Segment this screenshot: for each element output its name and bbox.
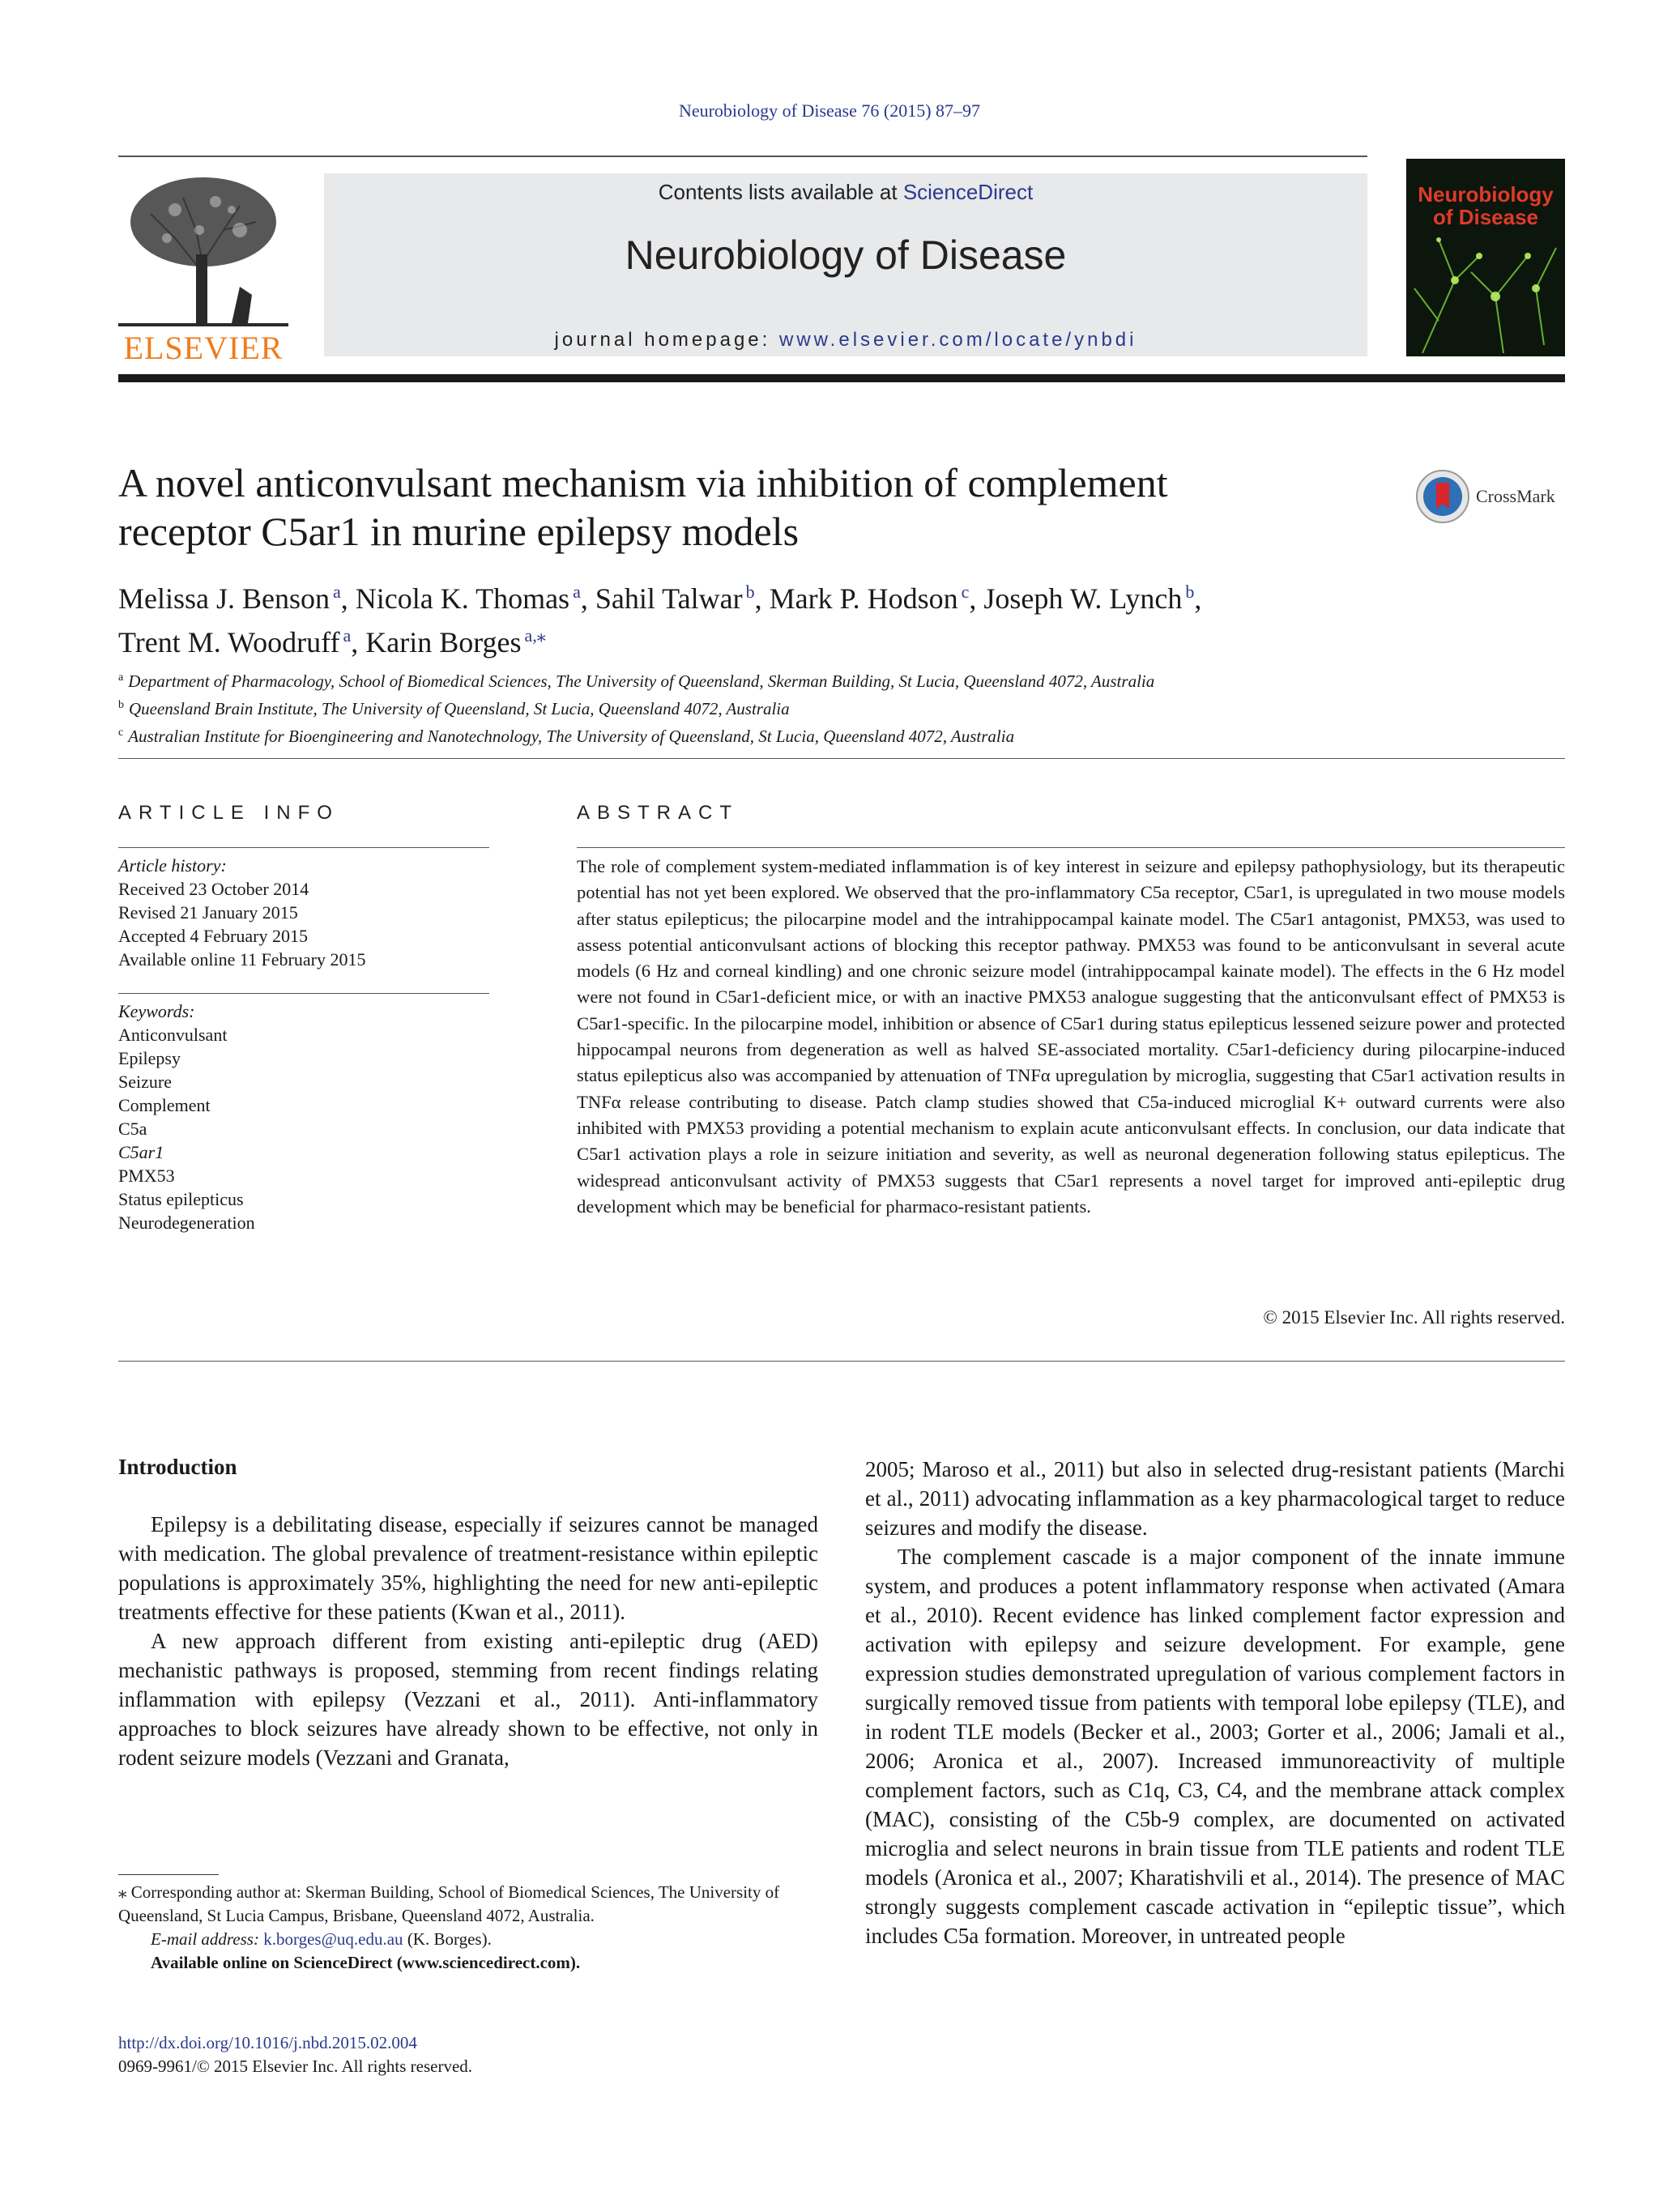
footnote bbox=[118, 1881, 818, 1975]
author-separator: , bbox=[754, 582, 770, 615]
author-name: Mark P. Hodson bbox=[769, 582, 958, 615]
keyword-item: Anticonvulsant bbox=[118, 1025, 228, 1045]
history-label: Article history: bbox=[118, 855, 227, 876]
abstract-rule bbox=[577, 847, 1565, 848]
author-name: Nicola K. Thomas bbox=[355, 582, 570, 615]
author-name: Karin Borges bbox=[365, 626, 522, 658]
homepage-line bbox=[324, 329, 1367, 352]
author-separator: , bbox=[1194, 582, 1202, 615]
email-line bbox=[118, 1928, 818, 1951]
keyword-item: Seizure bbox=[118, 1072, 172, 1092]
affiliation-text: Australian Institute for Bioengineering and Nanotechnology, The University of Queensland, St Lucia, Queensland 4072, Australia bbox=[128, 727, 1015, 746]
doi-link[interactable]: http://dx.doi.org/10.1016/j.nbd.2015.02.004 bbox=[118, 2033, 417, 2052]
affiliation-text: Department of Pharmacology, School of Biomedical Sciences, The University of Queensland, Skerman Building, St Lucia, Queensland 4072, Australia bbox=[128, 671, 1155, 691]
keywords-rule bbox=[118, 993, 489, 994]
author-name: Trent M. Woodruff bbox=[118, 626, 340, 658]
issn-line: 0969-9961/© 2015 Elsevier Inc. All rights reserved. bbox=[118, 2056, 473, 2076]
abstract-heading: ABSTRACT bbox=[577, 802, 740, 824]
homepage-link[interactable]: www.elsevier.com/locate/ynbdi bbox=[779, 329, 1137, 351]
contents-prefix: Contents lists available at bbox=[658, 180, 903, 204]
author-separator: , bbox=[580, 582, 595, 615]
author-affiliation-marker[interactable]: a bbox=[343, 625, 352, 646]
author-affiliation-marker[interactable]: a bbox=[573, 582, 581, 602]
affiliation-line bbox=[118, 721, 1495, 748]
keywords-label: Keywords: bbox=[118, 1001, 195, 1021]
intro-left-column bbox=[118, 1510, 818, 1772]
article-info-rule bbox=[118, 847, 489, 848]
abstract-text: The role of complement system-mediated inflammation is of key interest in seizure and epilepsy pathophysiology, but its therapeutic potential has not yet been explored. We observed that the pro-inflammatory C5a receptor, C5ar1, is upregulated in two mouse models after status epilepticus; the pilocarpine model and the intrahippocampal kainate model. The C5ar1 antagonist, PMX53, was used to assess potential anticonvulsant actions of blocking this receptor pathway. PMX53 was found to be anticonvulsant in several acute models (6 Hz and corneal kindling) and one chronic seizure model (intrahippocampal kainate model). The effects in the 6 Hz model were not found in C5ar1-deficient mice, or with an inactive PMX53 analogue suggesting that the anticonvulsant effect of PMX53 is C5ar1-specific. In the pilocarpine model, inhibition or absence of C5ar1 during status epilepticus lessened seizure power and protected hippocampal neurons from degeneration as well as halved SE-associated mortality. C5ar1-deficiency during pilocarpine-induced status epilepticus also was accompanied by attenuation of TNFα upregulation by microglia, suggesting that C5ar1 activation results in TNFα release contributing to disease. Patch clamp studies showed that C5a-induced microglial K+ outward currents were also inhibited with PMX53 providing a potential mechanism to explain acute anticonvulsant effects. In conclusion, our data indicate that C5ar1 activation plays a role in seizure initiation and severity, as well as neuronal degeneration following status epilepticus. The widespread anticonvulsant activity of PMX53 suggests that C5ar1 represents a novel target for improved anti-epileptic drug development which may be beneficial for pharmaco-resistant patients. bbox=[577, 856, 1565, 1217]
author-separator: , bbox=[969, 582, 984, 615]
intro-paragraph: 2005; Maroso et al., 2011) but also in selected drug-resistant patients (Marchi et al., 2011) advocating inflammation as a key pharmacological target to reduce seizures and modify the disease. bbox=[865, 1457, 1565, 1540]
homepage-prefix: journal homepage: bbox=[554, 329, 779, 351]
abstract-copyright: © 2015 Elsevier Inc. All rights reserved. bbox=[1263, 1307, 1565, 1328]
keyword-item: Epilepsy bbox=[118, 1048, 181, 1068]
doi-block bbox=[118, 2031, 472, 2078]
author-affiliation-marker[interactable]: a bbox=[333, 582, 341, 602]
email-link[interactable]: k.borges@uq.edu.au bbox=[263, 1929, 403, 1949]
crossmark-label[interactable]: CrossMark bbox=[1476, 486, 1555, 506]
author-affiliation-marker[interactable]: a,⁎ bbox=[524, 625, 546, 646]
keyword-item: Status epilepticus bbox=[118, 1189, 244, 1209]
keyword-item: Complement bbox=[118, 1095, 211, 1115]
author-affiliation-marker[interactable]: c bbox=[961, 582, 970, 602]
history-item: Received 23 October 2014 bbox=[118, 879, 309, 899]
affiliation-marker: b bbox=[118, 699, 124, 711]
affiliation-text: Queensland Brain Institute, The University of Queensland, St Lucia, Queensland 4072, Australia bbox=[129, 699, 790, 718]
author-affiliation-marker[interactable]: b bbox=[1185, 582, 1195, 602]
affiliation-line bbox=[118, 666, 1495, 693]
cover-title: Neurobiology of Disease bbox=[1418, 182, 1554, 229]
author-name: Sahil Talwar bbox=[595, 582, 743, 615]
abstract-bottom-rule bbox=[118, 1361, 1565, 1362]
history-list bbox=[118, 877, 489, 971]
intro-right-column bbox=[865, 1455, 1565, 1950]
affiliation-line bbox=[118, 693, 1495, 721]
history-item: Revised 21 January 2015 bbox=[118, 902, 298, 923]
corresponding-author-note: ⁎ Corresponding author at: Skerman Building, School of Biomedical Sciences, The University of Queensland, St Lucia Campus, Brisbane, Queensland 4072, Australia. bbox=[118, 1882, 780, 1925]
header-thick-rule bbox=[118, 374, 1565, 382]
affiliations bbox=[118, 666, 1495, 748]
affiliation-marker: a bbox=[118, 671, 124, 684]
available-online-note: Available online on ScienceDirect (www.sciencedirect.com). bbox=[151, 1953, 581, 1972]
author-separator: , bbox=[340, 582, 356, 615]
keyword-item: PMX53 bbox=[118, 1166, 175, 1186]
email-suffix: (K. Borges). bbox=[403, 1929, 492, 1949]
keyword-item: C5ar1 bbox=[118, 1142, 164, 1162]
intro-paragraph: Epilepsy is a debilitating disease, especially if seizures cannot be managed with medication. The global prevalence of treatment-resistance within epileptic populations is approximately 35%, highlighting the need for new anti-epileptic treatments effective for these patients (Kwan et al., 2011). bbox=[118, 1512, 818, 1624]
footnote-rule bbox=[118, 1874, 219, 1875]
author-list bbox=[118, 573, 1414, 661]
affiliation-rule bbox=[118, 758, 1565, 759]
article-title: A novel anticonvulsant mechanism via inhibition of complement receptor C5ar1 in murine epilepsy models bbox=[118, 460, 1168, 554]
header-top-rule bbox=[118, 156, 1367, 157]
intro-paragraph: The complement cascade is a major component of the innate immune system, and produces a potent inflammatory response when activated (Amara et al., 2010). Recent evidence has linked complement factor expression and activation with epilepsy and seizure development. For example, gene expression studies demonstrated upregulation of various complement factors in surgically removed tissue from patients with temporal lobe epilepsy (TLE), and in rodent TLE models (Becker et al., 2003; Gorter et al., 2006; Jamali et al., 2006; Aronica et al., 2007). Increased immunoreactivity of multiple complement factors, such as C1q, C3, C4, and the membrane attack complex (MAC), consisting of the C5b-9 complex, are documented on activated microglia and select neurons in brain tissue from TLE patients and rodent TLE models (Aronica et al., 2007; Kharatishvili et al., 2014). The presence of MAC strongly suggests complement cascade activation in “epileptic tissue”, which includes C5a formation. Moreover, in untreated people bbox=[865, 1545, 1565, 1948]
keyword-list bbox=[118, 1023, 489, 1234]
author-separator: , bbox=[351, 626, 366, 658]
history-item: Available online 11 February 2015 bbox=[118, 949, 366, 970]
email-label: E-mail address: bbox=[151, 1929, 264, 1949]
journal-name: Neurobiology of Disease bbox=[625, 232, 1067, 278]
crossmark-icon[interactable] bbox=[1414, 468, 1471, 525]
author-name: Melissa J. Benson bbox=[118, 582, 330, 615]
author-name: Joseph W. Lynch bbox=[983, 582, 1183, 615]
publisher-name: ELSEVIER bbox=[123, 330, 284, 366]
intro-paragraph: A new approach different from existing anti-epileptic drug (AED) mechanistic pathways is proposed, stemming from recent findings relating inflammation with epilepsy (Vezzani et al., 2011). Anti-inflammatory approaches to block seizures have already shown to be effective, not only in rodent seizure models (Vezzani and Granata, bbox=[118, 1629, 818, 1770]
affiliation-marker: c bbox=[118, 727, 124, 739]
article-info-heading: ARTICLE INFO bbox=[118, 802, 339, 824]
keyword-item: C5a bbox=[118, 1119, 147, 1139]
history-item: Accepted 4 February 2015 bbox=[118, 926, 308, 946]
journal-citation[interactable]: Neurobiology of Disease 76 (2015) 87–97 bbox=[678, 100, 981, 121]
journal-header-box bbox=[324, 173, 1367, 356]
article-history bbox=[118, 854, 489, 971]
keyword-item: Neurodegeneration bbox=[118, 1213, 255, 1233]
keywords bbox=[118, 999, 489, 1234]
author-affiliation-marker[interactable]: b bbox=[745, 582, 755, 602]
sciencedirect-link[interactable]: ScienceDirect bbox=[902, 180, 1034, 204]
introduction-heading: Introduction bbox=[118, 1455, 237, 1479]
contents-line bbox=[324, 180, 1367, 205]
journal-cover-image bbox=[1406, 159, 1565, 356]
